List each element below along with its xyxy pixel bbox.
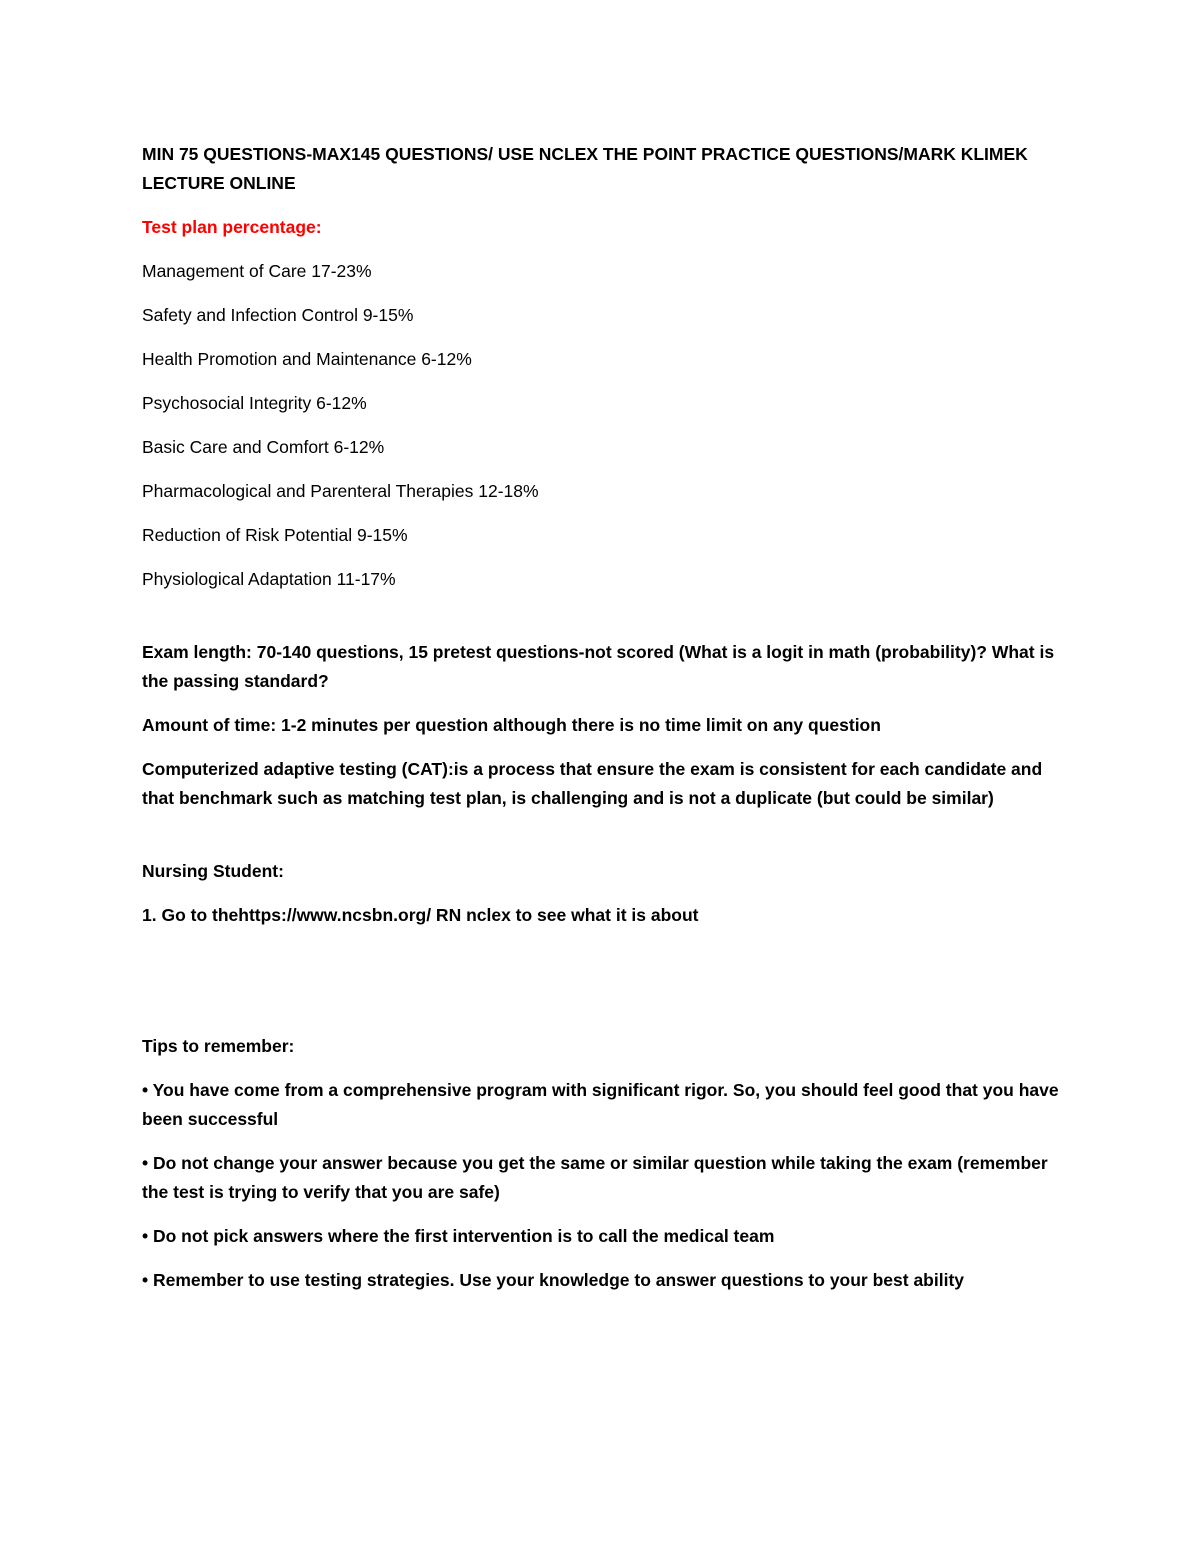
cat-paragraph: Computerized adaptive testing (CAT):is a process that ensure the exam is consistent for each candidate and that benchmark such as matching test plan, is challenging and is not a duplicate (but could be similar) <box>142 759 1043 808</box>
test-plan-item: Physiological Adaptation 11-17% <box>142 569 396 589</box>
tip-item: • Remember to use testing strategies. Use your knowledge to answer questions to your best ability <box>142 1270 965 1290</box>
test-plan-item: Management of Care 17-23% <box>142 261 372 281</box>
tip-item: • Do not pick answers where the first intervention is to call the medical team <box>142 1226 775 1246</box>
exam-length-paragraph: Exam length: 70-140 questions, 15 pretest questions-not scored (What is a logit in math (probability)? What is the passing standard? <box>142 642 1055 691</box>
tip-item: • Do not change your answer because you get the same or similar question while taking the exam (remember the test is trying to verify that you are safe) <box>142 1153 1048 1202</box>
test-plan-item: Pharmacological and Parenteral Therapies 12-18% <box>142 481 539 501</box>
document-heading: MIN 75 QUESTIONS-MAX145 QUESTIONS/ USE NCLEX THE POINT PRACTICE QUESTIONS/MARK KLIMEK LECTURE ONLINE <box>142 144 1028 193</box>
test-plan-item: Psychosocial Integrity 6-12% <box>142 393 367 413</box>
nursing-student-title: Nursing Student: <box>142 861 284 881</box>
test-plan-title: Test plan percentage: <box>142 217 322 237</box>
test-plan-item: Reduction of Risk Potential 9-15% <box>142 525 408 545</box>
tip-item: • You have come from a comprehensive program with significant rigor. So, you should feel good that you have been successful <box>142 1080 1059 1129</box>
tips-title: Tips to remember: <box>142 1036 295 1056</box>
nursing-student-step: 1. Go to thehttps://www.ncsbn.org/ RN nclex to see what it is about <box>142 905 699 925</box>
test-plan-item: Safety and Infection Control 9-15% <box>142 305 414 325</box>
test-plan-item: Basic Care and Comfort 6-12% <box>142 437 385 457</box>
test-plan-item: Health Promotion and Maintenance 6-12% <box>142 349 472 369</box>
document-body <box>142 140 1072 1310</box>
amount-of-time-paragraph: Amount of time: 1-2 minutes per question although there is no time limit on any question <box>142 715 881 735</box>
